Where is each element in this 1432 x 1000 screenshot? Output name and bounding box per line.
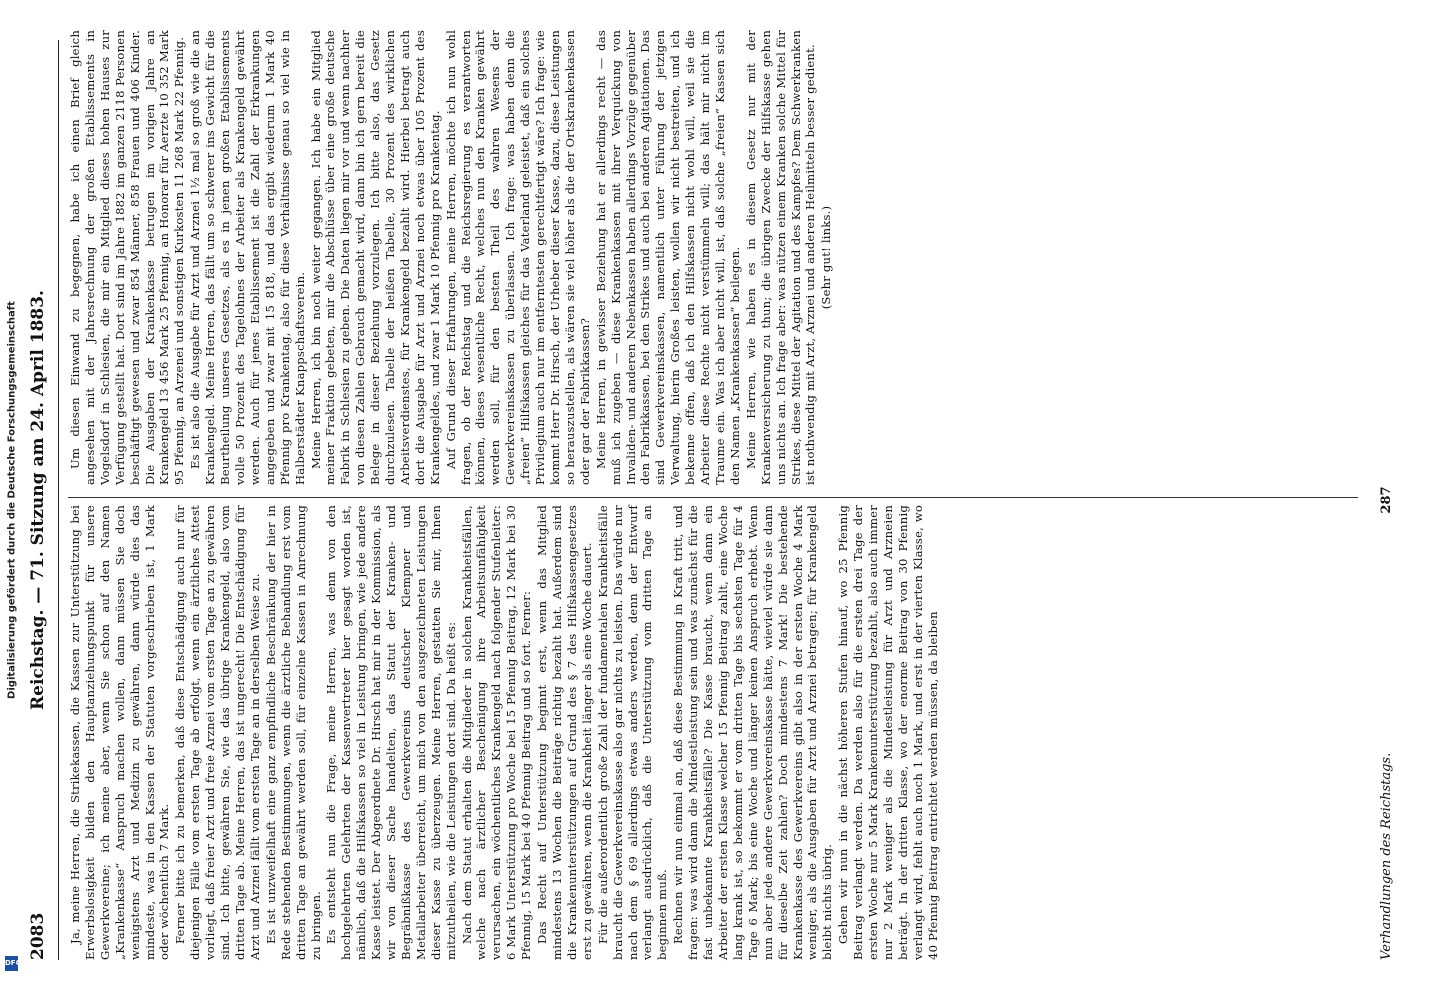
scanned-sheet [16, 0, 1416, 1000]
paragraph: Das Recht auf Unterstützung beginnt erst, wenn das Mitglied mindestens 13 Wochen die Beiträge richtig bezahlt hat. Außerdem sind die Krankenunterstützungen auf Grund des § 7 des Hilfskassengesetzes erst zu gewähren, wenn die Krankheit länger als eine Woche dauert. [535, 505, 594, 960]
paragraph: Meine Herren, wie haben es in diesem Gesetz nur mit der Krankenversicherung zu thun; die übrigen Zwecke der Hilfskasse gehen uns nichts an. Ich frage aber: was nützen einem Kranken solche Mittel für Strikes, diese Mittel der Agitation und des Kampfes? Dem Schwerkranken ist nothwendig mit Arzt, Arznei und anderen Heilmitteln besser gedient. [743, 30, 818, 485]
header-page-number: 2083 [28, 912, 48, 960]
paragraph: Es ist also die Ausgabe für Arzt und Arznei 1½ mal so groß wie die an Krankengeld. Meine Herren, das fällt um so schwerer ins Gewicht für die Beurtheilung unseres Gesetzes, als es in jenen großen Etablissements volle 50 Prozent des Tagelohnes der Arbeiter als Krankengeld gewährt werden. Auch für jenes Etablissement ist die Zahl der Erkrankungen angegeben und zwar mit 15 818, und das ergibt wiederum 1 Mark 40 Pfennig pro Krankentag, also für diese Verhältnisse genau so viel wie in Halberstädter Knappschaftsverein. [188, 30, 307, 485]
stage-direction: (Sehr gut! links.) [819, 205, 834, 310]
paragraph: Meine Herren, ich bin noch weiter gegangen. Ich habe ein Mitglied meiner Fraktion gebeten, mir die Abschlüsse über eine große deutsche Fabrik in Schlesien zu geben. Die Daten liegen mir vor und wenn nachher von diesen Zahlen Gebrauch gemacht wird, dann bin ich gern bereit die Belege in dieser Beziehung vorzulegen. Ich bitte also, das Gesetz durchzulesen. Tabelle der heißen Tabelle, 30 Prozent des wirklichen Arbeitsverdienstes, für Krankengeld bezahlt wird. Hierbei betragt auch dort die Ausgabe für Arzt und Arznei noch etwas über 105 Prozent des Krankengeldes, und zwar 1 Mark 10 Pfennig pro Krankentag. [308, 30, 442, 485]
paragraph: Um diesen Einwand zu begegnen, habe ich einen Brief gleich angesehen mit der Jahresrechnung der großen Etablissements in Vogelsdorf in Schlesien, die mir ein Mitglied dieses hohen Hauses zur Verfügung gestellt hat. Dort sind im Jahre 1882 im ganzen 2118 Personen beschäftigt gewesen und zwar 854 Männer, 858 Frauen und 406 Kinder. Die Ausgaben der Krankenkasse betrugen im vorigen Jahre an Krankengeld 13 456 Mark 25 Pfennig, an Honorar für Aerzte 10 352 Mark 95 Pfennig, an Arzenei und sonstigen Kurkosten 11 268 Mark 22 Pfennig. [68, 30, 187, 485]
left-column [68, 505, 942, 960]
paragraph: Gehen wir nun in die nächst höheren Stufen hinauf, wo 25 Pfennig Beitrag verlangt werden. Da werden also für die ersten drei Tage der ersten Woche nur 5 Mark Krankenunterstützung bezahlt, also auch immer nur 2 Mark weniger als die Mindestleistung für Arzt und Arzneien beträgt. In der dritten Klasse, wo der enorme Beitrag von 30 Pfennig verlangt wird, fehlt auch noch 1 Mark, und erst in der vierten Klasse, wo 40 Pfennig Beitrag entrichtet werden müssen, da bleiben [836, 505, 940, 960]
paragraph: Es entsteht nun die Frage, meine Herren, was denn von den hochgelehrten Gelehrten der Kassenvertreter hier gesagt worden ist, nämlich, daß die Hilfskassen so viel in Leistung bringen, wie jede andere Kasse leistet. Der Abgeordnete Dr. Hirsch hat mir in der Kommission, als wir von dieser Sache handelten, das Statut der Kranken- und Begräbnißkasse des Gewerkvereins deutscher Klempner und Metallarbeiter überreicht, um mich von den ausgezeichneten Leistungen dieser Kasse zu überzeugen. Meine Herren, gestatten Sie mir, Ihnen mitzutheilen, wie die Leistungen dort sind. Da heißt es: [324, 505, 458, 960]
paragraph: Ferner bitte ich zu bemerken, daß diese Entschädigung auch nur für diejenigen Fälle vom ersten Tage ab erfolgt, wenn ein ärztliches Attest vorliegt, daß freier Arzt und freie Arznei vom ersten Tage an zu gewähren sind. Ich bitte, gewähren Sie, wie das übrige Krankengeld, also vom dritten Tage ab. Meine Herren, das ist ungerecht! Die Entschädigung für Arzt und Arznei fällt vom ersten Tage an in derselben Weise zu. [173, 505, 262, 960]
paragraph: Rechnen wir nun einmal an, daß diese Bestimmung in Kraft tritt, und fragen: was wird dann die Mindestleistung sein und was zunächst für die fast unbekannte Krankheitsfälle? Die Kasse braucht, wenn dann ein Arbeiter der ersten Klasse welcher 15 Pfennig Beitrag zahlt, eine Woche lang krank ist, so bekommt er vom dritten Tage bis sechsten Tage für 4 Tage 6 Mark; bis eine Woche und länger keinen Anspruch erhebt. Wenn nun aber jede andere Gewerkvereinskasse hätte, wieviel würde sie dann für dieselbe Zeit zahlen? Doch mindestens 7 Mark! Die bestehende Krankenkasse des Gewerkvereins gibt also in der ersten Woche 4 Mark weniger, als die Ausgaben für Arzt und Arznei betragen; für Krankengeld bleibt nichts übrig. [671, 505, 835, 960]
credit-text: Digitalisierung gefördert durch die Deutsche Forschungsgemeinschaft [6, 301, 18, 699]
paragraph: Ja, meine Herren, die Strikekassen, die Kassen zur Unterstützung bei Erwerbslosigkeit bilden den Hauptanziehungspunkt für unsere Gewerkvereine; ich meine aber, wenn Sie schon auf den Namen „Krankenkasse“ Anspruch machen wollen, dann müssen Sie doch wenigstens Arzt und Medizin zu gewähren, dann würde dies das mindeste, was in den Kassen der Statuten vorgeschrieben ist, 1 Mark oder wöchentlich 7 Mark. [68, 505, 172, 960]
header-rule [58, 40, 59, 960]
paragraph: Für die außerordentlich große Zahl der fundamentalen Krankheitsfälle braucht die Gewerkvereinskasse also gar nichts zu leisten. Das würde nur nach dem § 69 allerdings etwas anders werden, denn der Entwurf verlangt ausdrücklich, daß die Unterstützung vom dritten Tage an beginnen muß. [595, 505, 670, 960]
dfg-logo: DFG [5, 956, 18, 971]
column-divider [68, 497, 1358, 498]
header-title: Reichstag. — 71. Sitzung am 24. April 1883. [28, 290, 48, 710]
rotated-page-frame [16, 0, 1416, 1000]
right-column [68, 30, 835, 485]
digitization-credit [2, 10, 22, 990]
paragraph: Es ist unzweifelhaft eine ganz empfindliche Beschränkung der hier in Rede stehenden Bestimmungen, wenn die ärztliche Behandlung erst vom dritten Tage an gewährt werden soll, für einzelne Kassen in Anrechnung zu bringen. [263, 505, 323, 960]
paragraph: Meine Herren, in gewisser Beziehung hat er allerdings recht — das muß ich zugeben — diese Krankenkassen mit ihrer Verquickung von Invaliden- und anderen Nebenkassen haben allerdings Vorzüge gegenüber den Fabrikkassen, bei den Strikes und auch bei anderen Agitationen. Das sind Gewerkvereinskassen, namentlich unter Führung der jetzigen Verwaltung, hierin Großes leisten, wollen wir nicht bestreiten, und ich bekenne offen, daß ich den Hilfskassen nicht wohl will, weil sie die Arbeiter diese Rechte nicht verstümmeln will; das hält mir nicht im Traume ein. Was ich aber nicht will, ist, daß solche „freien“ Kassen sich den Namen „Krankenkassen“ beilegen. [593, 30, 742, 485]
paragraph: Auf Grund dieser Erfahrungen, meine Herren, möchte ich nun wohl fragen, ob der Reichstag und die Reichsregierung es verantworten können, dieses wesentliche Recht, welches nun den Kranken gewährt werden soll, für den besten Theil des wahren Wesens der Gewerkvereinskassen zu überlassen. Ich frage: was haben denn die „freien“ Hilfskassen gleiches für das Vaterland geleistet, daß ein solches Privilegium auch nur im entferntesten gerechtfertigt wäre? Ich frage: wie kommt Herr Dr. Hirsch, der Urheber dieser Kasse, dazu, diese Leistungen so herauszustellen, als wären sie viel höher als die der Ortskrankenkassen oder gar der Fabrikkassen? [443, 30, 592, 485]
running-header [28, 40, 54, 960]
footer-source: Verhandlungen des Reichstags. [1379, 752, 1394, 960]
footer-page-number: 287 [1379, 486, 1394, 514]
paragraph: Nach dem Statut erhalten die Mitglieder in solchen Krankheitsfällen, welche nach ärztlicher Bescheinigung ihre Arbeitsunfähigkeit verursachen, ein wöchentliches Krankengeld nach folgender Stufenleiter: 6 Mark Unterstützung pro Woche bei 15 Pfennig Beitrag, 12 Mark bei 30 Pfennig, 15 Mark bei 40 Pfennig Beitrag und so fort. Ferner: [459, 505, 534, 960]
